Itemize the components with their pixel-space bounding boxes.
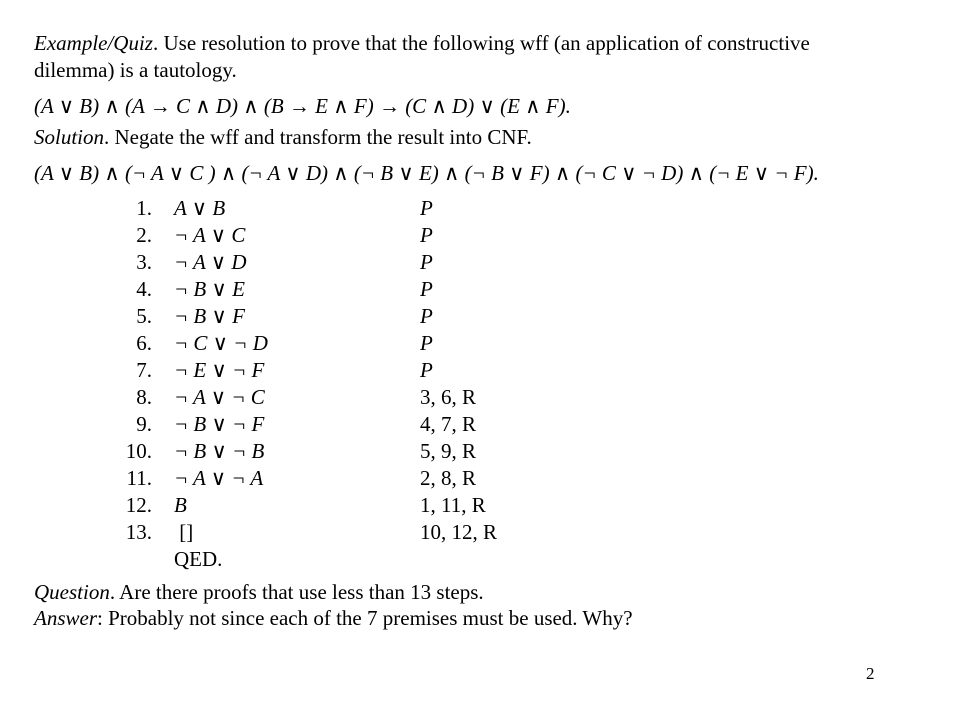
- step-number: 11.: [126, 466, 152, 490]
- question-line: [34, 580, 484, 604]
- step-number: 10.: [125, 439, 152, 463]
- step-formula: B: [174, 493, 187, 517]
- step-justification: P: [420, 250, 433, 274]
- intro-text-1: . Use resolution to prove that the following wff (an application of constructive: [152, 31, 810, 55]
- step-formula: ¬ A ∨ ¬ A: [174, 466, 264, 490]
- question-lead: Question: [34, 580, 110, 604]
- step-justification: P: [420, 277, 433, 301]
- step-number: 8.: [136, 385, 152, 409]
- step-justification: 5, 9, R: [420, 439, 477, 463]
- cnf-formula: (A ∨ B) ∧ (¬ A ∨ C ) ∧ (¬ A ∨ D) ∧ (¬ B ∨ E) ∧ (¬ B ∨ F) ∧ (¬ C ∨ ¬ D) ∧ (¬ E ∨ ¬ F).: [34, 161, 819, 185]
- question-text: . Are there proofs that use less than 13 steps.: [109, 580, 484, 604]
- step-formula: ¬ B ∨ E: [174, 277, 245, 301]
- step-formula: ¬ A ∨ D: [174, 250, 247, 274]
- step-number: 9.: [136, 412, 152, 436]
- intro-text-2: dilemma) is a tautology.: [34, 58, 237, 82]
- step-justification: P: [420, 331, 433, 355]
- solution-lead: Solution: [34, 125, 105, 149]
- step-justification: P: [420, 358, 433, 382]
- step-justification: 3, 6, R: [420, 385, 477, 409]
- answer-line: [34, 606, 633, 630]
- step-justification: P: [420, 196, 433, 220]
- wff-formula: (A ∨ B) ∧ (A → C ∧ D) ∧ (B → E ∧ F) → (C ∧ D) ∨ (E ∧ F).: [34, 94, 571, 118]
- step-number: 2.: [136, 223, 152, 247]
- step-formula: ¬ B ∨ ¬ F: [174, 412, 265, 436]
- intro-line-1: [34, 31, 810, 55]
- page-number: 2: [866, 664, 875, 683]
- step-justification: P: [420, 304, 433, 328]
- step-number: 5.: [136, 304, 152, 328]
- answer-text: : Probably not since each of the 7 premises must be used. Why?: [97, 606, 633, 630]
- step-number: 3.: [136, 250, 152, 274]
- step-formula: ¬ E ∨ ¬ F: [174, 358, 265, 382]
- intro-line-2: [34, 58, 237, 82]
- step-justification: 1, 11, R: [420, 493, 486, 517]
- step-justification: 4, 7, R: [420, 412, 477, 436]
- step-formula: ¬ C ∨ ¬ D: [174, 331, 268, 355]
- step-number: 4.: [136, 277, 152, 301]
- step-number: 7.: [136, 358, 152, 382]
- step-formula: ¬ B ∨ F: [174, 304, 245, 328]
- step-justification: 10, 12, R: [420, 520, 498, 544]
- step-justification: P: [420, 223, 433, 247]
- qed-label: QED.: [174, 547, 223, 571]
- step-formula: []: [174, 520, 194, 544]
- step-number: 6.: [136, 331, 152, 355]
- step-formula: A ∨ B: [174, 196, 226, 220]
- solution-text: . Negate the wff and transform the result into CNF.: [104, 125, 532, 149]
- step-number: 1.: [136, 196, 152, 220]
- step-number: 12.: [125, 493, 152, 517]
- solution-line: [34, 125, 532, 149]
- step-number: 13.: [125, 520, 152, 544]
- answer-lead: Answer: [34, 606, 97, 630]
- step-justification: 2, 8, R: [420, 466, 477, 490]
- step-formula: ¬ B ∨ ¬ B: [174, 439, 265, 463]
- step-formula: ¬ A ∨ ¬ C: [174, 385, 265, 409]
- intro-lead: Example/Quiz: [34, 31, 153, 55]
- step-formula: ¬ A ∨ C: [174, 223, 246, 247]
